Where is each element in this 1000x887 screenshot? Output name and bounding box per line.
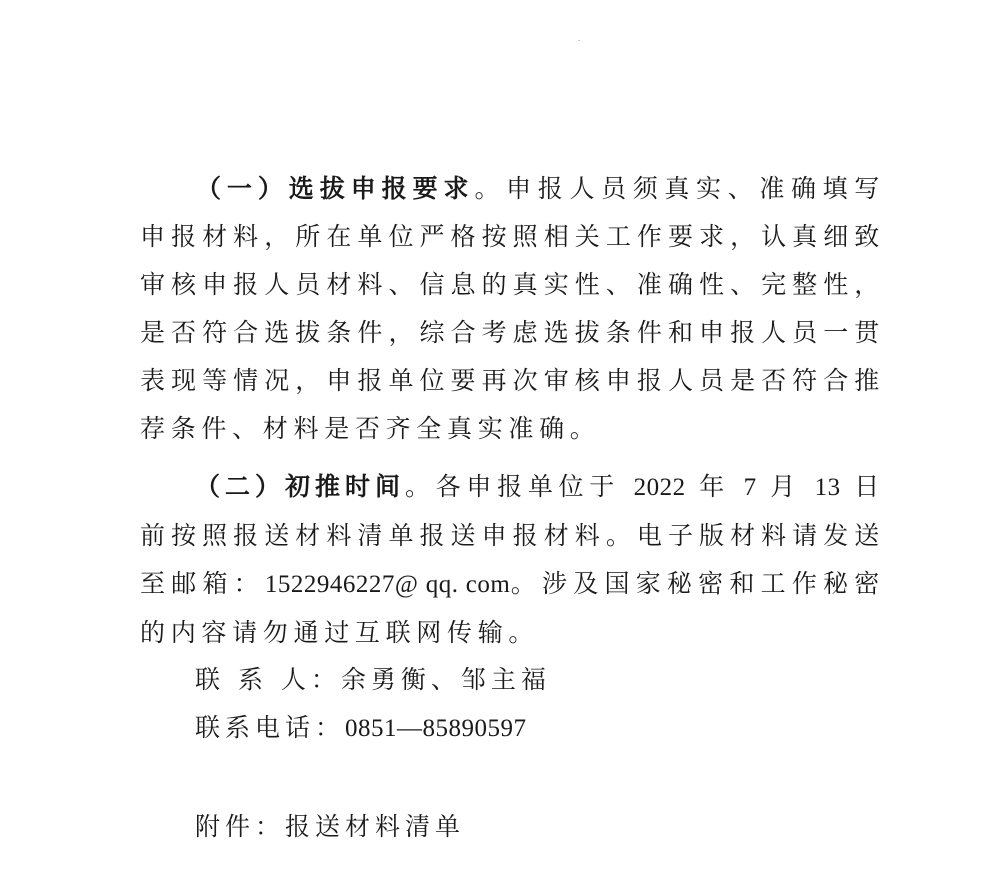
scan-artifact [578, 40, 580, 41]
year: 2022 [633, 474, 686, 501]
attachment-line [195, 803, 465, 851]
day: 13 [814, 474, 841, 501]
contact-person-value: 余勇衡、邹主福 [340, 665, 551, 694]
contact-person-label: 联 系 人： [195, 665, 341, 694]
day-suffix: 日前按照报送材料清单报送申报材料。电子版材料请发送至邮箱： [140, 472, 885, 598]
contact-phone-value: 0851—85890597 [345, 715, 527, 742]
contact-phone-line [195, 704, 527, 753]
section-1-body: 。申报人员须真实、准确填写申报材料，所在单位严格按照相关工作要求，认真细致审核申报人员材料、信息的真实性、准确性、完整性，是否符合选拔条件，综合考虑选拔条件和申报人员一贯表现等情况，申报单位要再次审核申报人员是否符合推荐条件、材料是否齐全真实准确。 [140, 174, 885, 443]
attachment-label: 附件： [195, 812, 286, 841]
month-suffix: 月 [770, 472, 801, 501]
section-2-body-part1: 。各申报单位于 [405, 472, 620, 501]
section-2-paragraph [140, 463, 885, 657]
section-1-paragraph [140, 165, 885, 453]
year-suffix: 年 [699, 472, 730, 501]
month: 7 [743, 474, 757, 501]
section-2-body-part2: 。涉及国家秘密和工作秘密的内容请勿通过互联网传输。 [140, 569, 885, 647]
contact-person-line [195, 656, 551, 704]
email-address: 1522946227@ qq. com [264, 571, 511, 598]
attachment-value: 报送材料清单 [285, 812, 466, 841]
contact-phone-label: 联系电话： [195, 713, 346, 742]
section-1-heading: （一）选拔申报要求 [195, 174, 475, 203]
section-2-heading: （二）初推时间 [195, 472, 406, 501]
